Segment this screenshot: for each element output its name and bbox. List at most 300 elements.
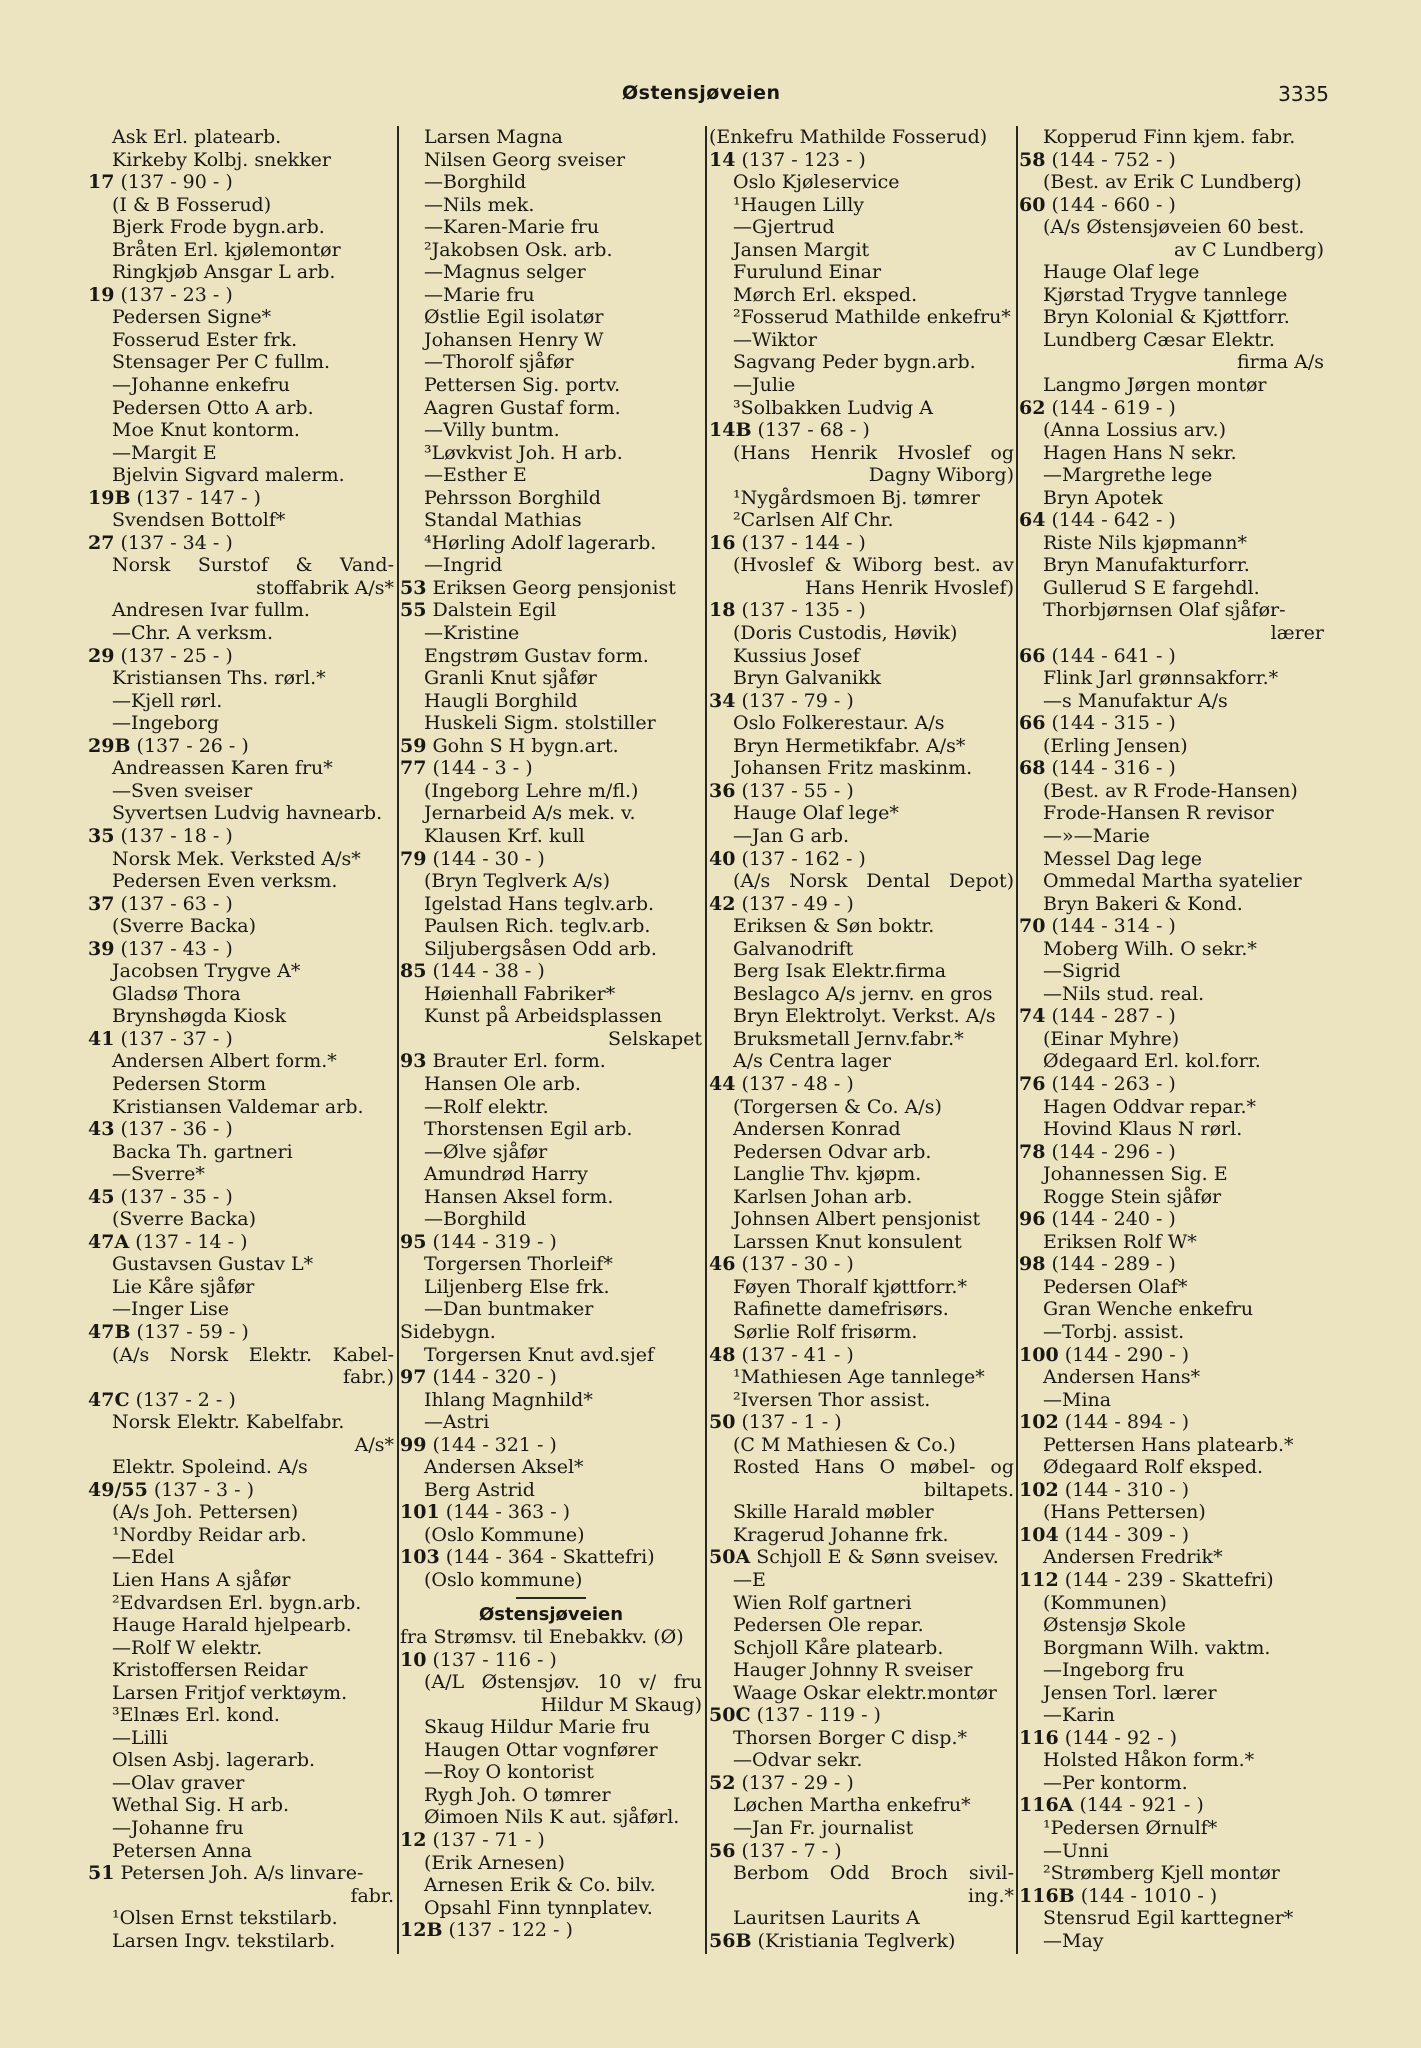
house-number: 74 xyxy=(1019,1005,1046,1028)
directory-line xyxy=(1019,1907,1324,1930)
directory-line xyxy=(88,848,394,871)
directory-line xyxy=(400,216,702,239)
page-number: 3335 xyxy=(1278,82,1329,106)
address-entry xyxy=(1019,1524,1324,1547)
address-entry xyxy=(1019,1479,1324,1502)
entry-text: Beslagco A/s jernv. en gros xyxy=(733,982,993,1005)
entry-text: Wethal Sig. H arb. xyxy=(112,1794,290,1817)
entry-text: Gullerud S E fargehdl. xyxy=(1043,576,1260,599)
directory-line xyxy=(709,802,1014,825)
house-number: 85 xyxy=(400,960,427,983)
directory-line xyxy=(1019,735,1324,758)
directory-line xyxy=(709,1479,1014,1502)
entry-text: Moe Knut kontorm. xyxy=(112,419,300,442)
directory-line xyxy=(709,397,1014,420)
entry-text: Thorstensen Egil arb. xyxy=(424,1118,633,1141)
directory-line xyxy=(709,757,1014,780)
entry-text: (137 - 59 - ) xyxy=(130,1320,249,1343)
directory-line xyxy=(400,645,702,668)
directory-line xyxy=(400,284,702,307)
entry-text: (137 - 48 - ) xyxy=(735,1072,854,1095)
entry-text: Andersen Albert form.* xyxy=(112,1050,337,1073)
directory-line xyxy=(400,1671,702,1694)
entry-text: fabr. xyxy=(350,1884,394,1907)
entry-text: Bryn Bakeri & Kond. xyxy=(1043,892,1243,915)
directory-line xyxy=(1019,1231,1324,1254)
entry-text: Liljenberg Else frk. xyxy=(424,1275,610,1298)
address-entry xyxy=(709,1344,1014,1367)
house-number: 66 xyxy=(1019,644,1046,667)
address-entry xyxy=(88,735,394,758)
directory-line xyxy=(88,1208,394,1231)
entry-text: Hauger Johnny R sveiser xyxy=(733,1659,973,1682)
directory-line xyxy=(1019,1930,1324,1953)
house-number: 50 xyxy=(709,1411,736,1434)
entry-text: (144 - 1010 - ) xyxy=(1074,1884,1218,1907)
entry-text: (Erling Jensen) xyxy=(1043,734,1188,757)
entry-text: Dagny Wiborg) xyxy=(868,464,1014,487)
entry-text: (137 - 123 - ) xyxy=(735,148,866,171)
entry-text: —Villy buntm. xyxy=(424,419,560,442)
directory-line xyxy=(400,1163,702,1186)
entry-text: Eriksen & Søn boktr. xyxy=(733,915,935,938)
column-2 xyxy=(400,126,702,1956)
entry-text: —Borghild xyxy=(424,1208,527,1231)
entry-text: ¹Olsen Ernst tekstilarb. xyxy=(112,1907,338,1930)
entry-text: —Karin xyxy=(1043,1704,1115,1727)
entry-text: Kragerud Johanne frk. xyxy=(733,1523,949,1546)
directory-line xyxy=(88,126,394,149)
directory-line xyxy=(400,329,702,352)
entry-text: Elektr. Spoleind. A/s xyxy=(112,1456,308,1479)
entry-text: (137 - 23 - ) xyxy=(114,283,233,306)
entry-text: Skaug Hildur Marie fru xyxy=(424,1716,651,1739)
directory-line xyxy=(1019,1050,1324,1073)
address-entry xyxy=(88,1186,394,1209)
directory-line xyxy=(400,554,702,577)
entry-text: (Erik Arnesen) xyxy=(424,1851,565,1874)
directory-line xyxy=(709,1727,1014,1750)
directory-line xyxy=(400,1276,702,1299)
entry-text: —Kjell rørl. xyxy=(112,689,223,712)
directory-line xyxy=(1019,1682,1324,1705)
address-entry xyxy=(400,1231,702,1254)
entry-text: Hagen Hans N sekr. xyxy=(1043,441,1237,464)
entry-text: Kirkeby Kolbj. snekker xyxy=(112,148,331,171)
entry-text: (137 - 147 - ) xyxy=(130,486,261,509)
address-entry xyxy=(1019,1794,1324,1817)
entry-text: Johansen Henry W xyxy=(424,328,604,351)
address-entry xyxy=(1019,1253,1324,1276)
directory-line xyxy=(1019,487,1324,510)
directory-line xyxy=(400,126,702,149)
directory-line xyxy=(88,1637,394,1660)
directory-line xyxy=(1019,419,1324,442)
house-number: 50A xyxy=(709,1546,751,1569)
entry-text: Olsen Asbj. lagerarb. xyxy=(112,1749,316,1772)
directory-line xyxy=(400,487,702,510)
directory-line xyxy=(88,1276,394,1299)
entry-text: (Best. av R Frode-Hansen) xyxy=(1043,779,1298,802)
house-number: 16 xyxy=(709,531,736,554)
entry-text: (C M Mathiesen & Co.) xyxy=(733,1433,956,1456)
entry-text: (137 - 122 - ) xyxy=(442,1919,573,1942)
entry-text: Oslo Folkerestaur. A/s xyxy=(733,712,945,735)
house-number: 34 xyxy=(709,689,736,712)
directory-line xyxy=(88,1141,394,1164)
entry-text: (144 - 364 - Skattefri) xyxy=(439,1546,655,1569)
directory-line xyxy=(709,1592,1014,1615)
directory-line xyxy=(400,261,702,284)
directory-line xyxy=(400,915,702,938)
house-number: 99 xyxy=(400,1433,427,1456)
entry-text: Johannessen Sig. E xyxy=(1043,1163,1228,1186)
entry-text: (144 - 38 - ) xyxy=(426,960,545,983)
page-header xyxy=(0,82,1421,110)
entry-text: Brauter Erl. form. xyxy=(426,1050,606,1073)
directory-line xyxy=(400,1344,702,1367)
address-entry xyxy=(709,1411,1014,1434)
directory-line xyxy=(709,216,1014,239)
directory-line xyxy=(400,667,702,690)
entry-text: Pedersen Storm xyxy=(112,1072,267,1095)
directory-line xyxy=(400,1604,702,1627)
directory-line xyxy=(1019,464,1324,487)
entry-text: (137 - 29 - ) xyxy=(735,1771,854,1794)
entry-text: biltapets. xyxy=(923,1478,1014,1501)
directory-line xyxy=(709,171,1014,194)
entry-text: Lundberg Cæsar Elektr. xyxy=(1043,328,1275,351)
entry-text: Rosted Hans O møbel- og xyxy=(733,1456,1014,1479)
entry-text: (Oslo kommune) xyxy=(424,1569,583,1591)
directory-line xyxy=(400,802,702,825)
entry-text: —Inger Lise xyxy=(112,1298,229,1321)
entry-text: (137 - 79 - ) xyxy=(735,689,854,712)
entry-text: Føyen Thoralf kjøttforr.* xyxy=(733,1275,967,1298)
house-number: 112 xyxy=(1019,1569,1059,1591)
house-number: 100 xyxy=(1019,1343,1059,1366)
directory-line xyxy=(1019,599,1324,622)
entry-text: (137 - 68 - ) xyxy=(751,419,870,442)
entry-text: Jernarbeid A/s mek. v. xyxy=(424,802,636,825)
entry-text: —Chr. A verksm. xyxy=(112,622,273,645)
directory-line xyxy=(709,712,1014,735)
entry-text: (137 - 26 - ) xyxy=(130,734,249,757)
entry-text: (137 - 119 - ) xyxy=(750,1704,881,1727)
entry-text: —Olav graver xyxy=(112,1771,245,1794)
entry-text: Johnsen Albert pensjonist xyxy=(733,1208,981,1231)
directory-line xyxy=(88,261,394,284)
entry-text: Larssen Knut konsulent xyxy=(733,1230,962,1253)
address-entry xyxy=(1019,1073,1324,1096)
directory-line xyxy=(88,374,394,397)
directory-line xyxy=(400,1626,702,1649)
directory-line xyxy=(1019,1118,1324,1141)
entry-text: (144 - 290 - ) xyxy=(1058,1343,1190,1366)
house-number: 17 xyxy=(88,171,115,194)
entry-text: (144 - 239 - Skattefri) xyxy=(1058,1569,1274,1591)
directory-line xyxy=(709,1028,1014,1051)
entry-text: Andreassen Karen fru* xyxy=(112,757,333,780)
directory-line xyxy=(1019,374,1324,397)
entry-text: Pedersen Ole repar. xyxy=(733,1614,924,1637)
directory-line xyxy=(400,1784,702,1807)
entry-text: (A/s Norsk Elektr. Kabel- xyxy=(112,1343,394,1366)
house-number: 59 xyxy=(400,734,427,757)
entry-text: (144 - 3 - ) xyxy=(426,757,533,780)
directory-line xyxy=(88,1885,394,1908)
entry-text: Granli Knut sjåfør xyxy=(424,667,597,690)
entry-text: (Sverre Backa) xyxy=(112,915,257,938)
directory-line xyxy=(709,1366,1014,1389)
directory-line xyxy=(1019,1637,1324,1660)
directory-line xyxy=(709,1005,1014,1028)
directory-line xyxy=(88,1659,394,1682)
entry-text: (144 - 314 - ) xyxy=(1045,915,1176,938)
directory-line xyxy=(400,1186,702,1209)
entry-text: Backa Th. gartneri xyxy=(112,1140,293,1163)
directory-line xyxy=(88,802,394,825)
entry-text: (144 - 30 - ) xyxy=(426,847,545,870)
entry-text: —Ølve sjåfør xyxy=(424,1140,548,1163)
directory-line xyxy=(709,1118,1014,1141)
entry-text: —Margit E xyxy=(112,441,217,464)
directory-line xyxy=(709,1096,1014,1119)
directory-line xyxy=(709,194,1014,217)
entry-text: (144 - 660 - ) xyxy=(1045,193,1176,216)
entry-text: Kjørstad Trygve tannlege xyxy=(1043,283,1288,306)
house-number: 104 xyxy=(1019,1523,1059,1546)
entry-text: —Jan G arb. xyxy=(733,824,850,847)
address-entry xyxy=(88,825,394,848)
entry-text: (Kristiania Teglverk) xyxy=(751,1929,956,1952)
address-entry xyxy=(709,1840,1014,1863)
entry-text: Schjoll E & Sønn sveisev. xyxy=(750,1546,999,1569)
house-number: 60 xyxy=(1019,193,1046,216)
entry-text: Standal Mathias xyxy=(424,509,582,532)
directory-line xyxy=(88,419,394,442)
entry-text: Østensjø Skole xyxy=(1043,1614,1186,1637)
directory-line xyxy=(1019,306,1324,329)
entry-text: Moberg Wilh. O sekr.* xyxy=(1043,937,1257,960)
directory-line xyxy=(709,645,1014,668)
address-entry xyxy=(1019,915,1324,938)
running-title: Østensjøveien xyxy=(622,82,781,104)
directory-line xyxy=(709,667,1014,690)
entry-text: ²Strømberg Kjell montør xyxy=(1043,1862,1280,1885)
house-number: 50C xyxy=(709,1704,751,1727)
directory-line xyxy=(709,1298,1014,1321)
directory-line xyxy=(709,1163,1014,1186)
entry-text: Bjelvin Sigvard malerm. xyxy=(112,464,345,487)
directory-line xyxy=(1019,532,1324,555)
directory-line xyxy=(1019,1704,1324,1727)
address-entry xyxy=(400,599,702,622)
directory-line xyxy=(88,1569,394,1592)
house-number: 46 xyxy=(709,1253,736,1276)
directory-line xyxy=(709,306,1014,329)
directory-line xyxy=(1019,442,1324,465)
entry-text: (144 - 310 - ) xyxy=(1058,1478,1190,1501)
entry-text: Klausen Krf. kull xyxy=(424,824,585,847)
entry-text: Kristoffersen Reidar xyxy=(112,1659,308,1682)
entry-text: Wien Rolf gartneri xyxy=(733,1591,912,1614)
directory-line xyxy=(88,1344,394,1367)
directory-line xyxy=(88,1794,394,1817)
entry-text: (137 - 7 - ) xyxy=(735,1839,842,1862)
entry-text: —Karen-Marie fru xyxy=(424,216,600,239)
entry-text: Ommedal Martha syatelier xyxy=(1043,870,1302,893)
directory-line xyxy=(400,1005,702,1028)
directory-line xyxy=(709,1659,1014,1682)
house-number: 52 xyxy=(709,1771,736,1794)
directory-line xyxy=(1019,554,1324,577)
entry-text: Stensager Per C fullm. xyxy=(112,351,331,374)
house-number: 76 xyxy=(1019,1072,1046,1095)
address-entry xyxy=(88,532,394,555)
directory-line xyxy=(88,397,394,420)
house-number: 68 xyxy=(1019,757,1046,780)
directory-line xyxy=(400,397,702,420)
entry-text: Hansen Aksel form. xyxy=(424,1185,614,1208)
entry-text: Amundrød Harry xyxy=(424,1163,588,1186)
entry-text: Petersen Joh. A/s linvare- xyxy=(114,1862,364,1885)
entry-text: —Ingeborg fru xyxy=(1043,1659,1185,1682)
entry-text: Norsk Elektr. Kabelfabr. xyxy=(112,1411,345,1434)
entry-text: Eriksen Georg pensjonist xyxy=(426,576,676,599)
entry-text: (137 - 162 - ) xyxy=(735,847,866,870)
house-number: 58 xyxy=(1019,148,1046,171)
directory-line xyxy=(88,1411,394,1434)
directory-line xyxy=(1019,848,1324,871)
directory-line xyxy=(400,1479,702,1502)
directory-line xyxy=(400,1852,702,1875)
column-divider xyxy=(397,126,399,1954)
entry-text: Torgersen Thorleif* xyxy=(424,1253,613,1276)
directory-line xyxy=(709,1614,1014,1637)
entry-text: (Oslo Kommune) xyxy=(424,1523,585,1546)
directory-line xyxy=(88,509,394,532)
directory-line xyxy=(1019,1366,1324,1389)
entry-text: Stensrud Egil karttegner* xyxy=(1043,1907,1294,1930)
entry-text: (Kommunen) xyxy=(1043,1591,1167,1614)
entry-text: Hildur M Skaug) xyxy=(540,1693,702,1716)
entry-text: (137 - 3 - ) xyxy=(147,1478,255,1501)
directory-line xyxy=(709,1794,1014,1817)
entry-text: (Hvoslef & Wiborg best. av xyxy=(733,554,1014,577)
entry-text: Jansen Margit xyxy=(733,238,870,261)
address-entry xyxy=(1019,1141,1324,1164)
entry-text: Bryn Manufakturforr. xyxy=(1043,554,1250,577)
entry-text: Eriksen Rolf W* xyxy=(1043,1230,1197,1253)
entry-text: (Hans Henrik Hvoslef og xyxy=(733,441,1014,464)
address-entry xyxy=(709,532,1014,555)
entry-text: —Per kontorm. xyxy=(1043,1771,1188,1794)
address-entry xyxy=(1019,1411,1324,1434)
entry-text: —Kristine xyxy=(424,622,520,645)
entry-text: Ringkjøb Ansgar L arb. xyxy=(112,261,336,284)
entry-text: (144 - 92 - ) xyxy=(1058,1726,1177,1749)
directory-line xyxy=(1019,239,1324,262)
entry-text: Hansen Ole arb. xyxy=(424,1072,581,1095)
directory-line xyxy=(88,1817,394,1840)
house-number: 79 xyxy=(400,847,427,870)
entry-text: ²Fosserud Mathilde enkefru* xyxy=(733,306,1011,329)
directory-line xyxy=(709,1231,1014,1254)
directory-line xyxy=(88,1096,394,1119)
entry-text: Frode-Hansen R revisor xyxy=(1043,802,1274,825)
house-number: 12B xyxy=(400,1919,443,1942)
entry-text: (144 - 309 - ) xyxy=(1058,1523,1190,1546)
entry-text: ²Jakobsen Osk. arb. xyxy=(424,238,613,261)
section-rule xyxy=(400,1592,702,1604)
entry-text: ⁴Hørling Adolf lagerarb. xyxy=(424,531,657,554)
entry-text: Messel Dag lege xyxy=(1043,847,1203,870)
address-entry xyxy=(88,893,394,916)
entry-text: (144 - 240 - ) xyxy=(1045,1208,1176,1231)
directory-line xyxy=(1019,667,1324,690)
directory-line xyxy=(400,1096,702,1119)
entry-text: ¹Nordby Reidar arb. xyxy=(112,1523,307,1546)
directory-line xyxy=(1019,1321,1324,1344)
house-number: 47B xyxy=(88,1320,131,1343)
entry-text: (137 - 135 - ) xyxy=(735,599,866,622)
address-entry xyxy=(1019,712,1324,735)
entry-text: —Odvar sekr. xyxy=(733,1749,863,1772)
entry-text: Ask Erl. platearb. xyxy=(112,126,282,148)
entry-text: stoffabrik A/s* xyxy=(256,576,394,599)
house-number: 29B xyxy=(88,734,131,757)
entry-text: (137 - 14 - ) xyxy=(129,1230,248,1253)
entry-text: (137 - 35 - ) xyxy=(114,1185,233,1208)
entry-text: (144 - 315 - ) xyxy=(1045,712,1176,735)
house-number: 101 xyxy=(400,1501,440,1524)
directory-line xyxy=(400,1118,702,1141)
directory-line xyxy=(88,1434,394,1457)
entry-text: ¹Haugen Lilly xyxy=(733,193,865,216)
house-number: 37 xyxy=(88,892,115,915)
house-number: 102 xyxy=(1019,1478,1059,1501)
directory-line xyxy=(88,194,394,217)
column-1 xyxy=(88,126,394,1956)
directory-line xyxy=(1019,780,1324,803)
entry-text: Hauge Harald hjelpearb. xyxy=(112,1614,352,1637)
entry-text: —Lilli xyxy=(112,1726,168,1749)
directory-line xyxy=(709,1817,1014,1840)
entry-text: Borgmann Wilh. vaktm. xyxy=(1043,1636,1271,1659)
directory-line xyxy=(88,1501,394,1524)
address-entry xyxy=(88,1479,394,1502)
directory-line xyxy=(709,622,1014,645)
entry-text: ³Løvkvist Joh. H arb. xyxy=(424,441,623,464)
directory-line xyxy=(88,1704,394,1727)
entry-text: (137 - 49 - ) xyxy=(735,892,854,915)
directory-line xyxy=(400,1524,702,1547)
directory-line xyxy=(709,825,1014,848)
house-number: 102 xyxy=(1019,1411,1059,1434)
entry-text: (137 - 63 - ) xyxy=(114,892,233,915)
directory-line xyxy=(88,1727,394,1750)
entry-text: Bryn Elektrolyt. Verkst. A/s xyxy=(733,1005,996,1028)
address-entry xyxy=(1019,1005,1324,1028)
directory-line xyxy=(88,690,394,713)
house-number: 43 xyxy=(88,1118,115,1141)
entry-text: Hauge Olaf lege* xyxy=(733,802,899,825)
entry-text: fra Strømsv. til Enebakkv. (Ø) xyxy=(400,1626,684,1649)
entry-text: (144 - 641 - ) xyxy=(1045,644,1176,667)
directory-line xyxy=(1019,960,1324,983)
house-number: 56 xyxy=(709,1839,736,1862)
